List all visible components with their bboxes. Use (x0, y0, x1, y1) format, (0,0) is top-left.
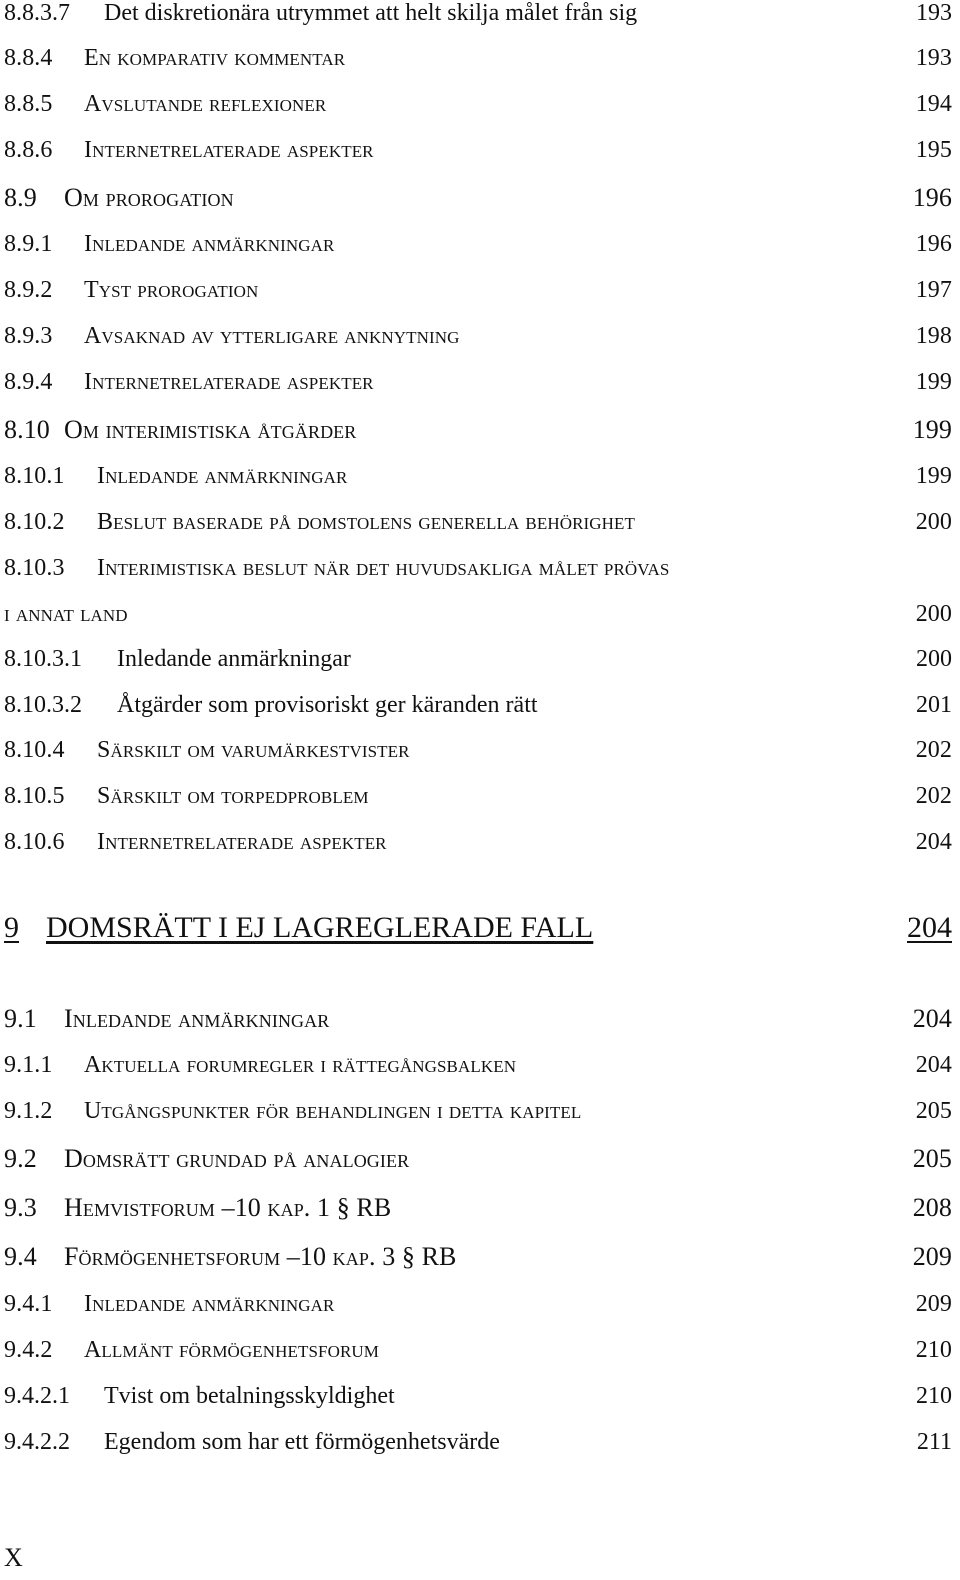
toc-entry-number: 8.10.3.2 (4, 692, 82, 718)
toc-entry-page: 210 (915, 1337, 952, 1363)
toc-entry-number: 9.4 (4, 1242, 37, 1271)
toc-entry[interactable] (4, 1291, 952, 1325)
toc-entry-page: 199 (915, 463, 952, 489)
toc-entry-number: 8.8.4 (4, 45, 53, 71)
toc-entry-page: 200 (916, 646, 952, 672)
toc-entry-page: 196 (912, 183, 952, 212)
toc-entry-page: 193 (915, 45, 952, 71)
toc-entry-number: 9.4.2.2 (4, 1429, 70, 1455)
toc-entry-title: i annat land (4, 601, 128, 627)
toc-entry-title: Tyst prorogation (84, 277, 259, 303)
toc-entry[interactable] (4, 692, 952, 726)
toc-entry-page: 202 (915, 783, 952, 809)
toc-chapter-heading[interactable] (4, 911, 952, 951)
toc-entry-number: 9.3 (4, 1193, 37, 1222)
toc-entry[interactable] (4, 646, 952, 680)
toc-entry-title: Inledande anmärkningar (84, 1291, 335, 1317)
toc-entry-title: Om prorogation (64, 183, 234, 212)
toc-entry-page: 197 (915, 277, 952, 303)
toc-entry[interactable] (4, 1193, 952, 1227)
toc-entry[interactable] (4, 1242, 952, 1276)
toc-entry-title: Åtgärder som provisoriskt ger käranden rätt (117, 692, 538, 718)
toc-entry[interactable] (4, 463, 952, 497)
toc-entry[interactable] (4, 277, 952, 311)
toc-entry-number: 8.9.4 (4, 369, 53, 395)
toc-chapter-page: 204 (907, 911, 952, 944)
toc-entry-title: Beslut baserade på domstolens generella behörighet (97, 509, 636, 535)
toc-entry-continuation[interactable] (4, 601, 952, 635)
toc-entry-number: 8.10.2 (4, 509, 65, 535)
toc-entry[interactable] (4, 1004, 952, 1038)
toc-entry-number: 8.9 (4, 183, 37, 212)
toc-chapter-title: DOMSRÄTT I EJ LAGREGLERADE FALL (46, 911, 594, 944)
toc-entry-page: 199 (915, 369, 952, 395)
toc-entry-page: 210 (916, 1383, 952, 1409)
toc-entry-number: 8.10.3 (4, 555, 65, 581)
toc-entry-page: 205 (912, 1144, 952, 1173)
toc-entry-number: 9.4.1 (4, 1291, 53, 1317)
toc-entry-title: Inledande anmärkningar (117, 646, 351, 672)
toc-entry-page: 200 (915, 509, 952, 535)
toc-entry[interactable] (4, 323, 952, 357)
toc-entry[interactable] (4, 137, 952, 171)
toc-entry-title: Avslutande reflexioner (84, 91, 327, 117)
toc-entry[interactable] (4, 555, 952, 589)
toc-entry-page: 209 (915, 1291, 952, 1317)
toc-entry-title: Hemvistforum –10 kap. 1 § RB (64, 1193, 392, 1222)
toc-entry-number: 8.8.6 (4, 137, 53, 163)
toc-entry[interactable] (4, 829, 952, 863)
toc-entry-number: 8.10.4 (4, 737, 65, 763)
toc-entry-title: Avsaknad av ytterligare anknytning (84, 323, 460, 349)
toc-entry-page: 204 (915, 829, 952, 855)
toc-entry-page: 211 (916, 1429, 952, 1455)
toc-entry-page: 204 (915, 1052, 952, 1078)
toc-entry-number: 8.10.5 (4, 783, 65, 809)
toc-entry-title: Särskilt om varumärkestvister (97, 737, 410, 763)
toc-entry[interactable] (4, 1383, 952, 1417)
toc-entry[interactable] (4, 737, 952, 771)
toc-entry-page: 208 (912, 1193, 952, 1222)
toc-entry-page: 195 (915, 137, 952, 163)
toc-entry-title: Internetrelaterade aspekter (84, 137, 374, 163)
toc-entry-number: 8.9.2 (4, 277, 53, 303)
toc-entry-title: Det diskretionära utrymmet att helt skilja målet från sig (104, 0, 638, 26)
toc-entry-title: Inledande anmärkningar (84, 231, 335, 257)
toc-entry-number: 9.1.2 (4, 1098, 53, 1124)
toc-chapter-number: 9 (4, 911, 19, 944)
toc-entry-title: Aktuella forumregler i rättegångsbalken (84, 1052, 517, 1078)
toc-entry[interactable] (4, 231, 952, 265)
toc-entry-number: 8.10 (4, 415, 50, 444)
toc-entry-number: 8.10.6 (4, 829, 65, 855)
toc-entry-title: Tvist om betalningsskyldighet (104, 1383, 395, 1409)
toc-entry-title: Internetrelaterade aspekter (84, 369, 374, 395)
toc-entry[interactable] (4, 415, 952, 449)
toc-entry-number: 8.8.5 (4, 91, 53, 117)
page-number-footer: X (4, 1543, 23, 1572)
toc-entry-page: 194 (915, 91, 952, 117)
toc-entry-title: Utgångspunkter för behandlingen i detta kapitel (84, 1098, 582, 1124)
toc-entry-page: 204 (912, 1004, 952, 1033)
toc-entry[interactable] (4, 183, 952, 217)
toc-entry-number: 8.9.1 (4, 231, 53, 257)
toc-entry-title: Särskilt om torpedproblem (97, 783, 369, 809)
toc-entry-page: 193 (916, 0, 952, 26)
toc-entry-page: 205 (915, 1098, 952, 1124)
toc-entry-number: 9.2 (4, 1144, 37, 1173)
toc-entry-number: 8.8.3.7 (4, 0, 70, 26)
toc-entry[interactable] (4, 1337, 952, 1371)
toc-entry-title: Domsrätt grundad på analogier (64, 1144, 410, 1173)
toc-entry[interactable] (4, 1098, 952, 1132)
toc-entry[interactable] (4, 1052, 952, 1086)
toc-entry-page: 202 (915, 737, 952, 763)
toc-entry-number: 9.1.1 (4, 1052, 53, 1078)
toc-entry[interactable] (4, 91, 952, 125)
toc-entry-title: Inledande anmärkningar (64, 1004, 330, 1033)
toc-entry-page: 209 (912, 1242, 952, 1271)
toc-entry[interactable] (4, 1144, 952, 1178)
toc-entry-number: 8.10.3.1 (4, 646, 82, 672)
toc-entry-page: 198 (915, 323, 952, 349)
toc-entry-title: Inledande anmärkningar (97, 463, 348, 489)
toc-entry-page: 199 (912, 415, 952, 444)
toc-entry-number: 8.9.3 (4, 323, 53, 349)
toc-entry-number: 9.4.2 (4, 1337, 53, 1363)
toc-entry[interactable] (4, 1429, 952, 1463)
toc-entry[interactable] (4, 783, 952, 817)
toc-entry-title: Förmögenhetsforum –10 kap. 3 § RB (64, 1242, 457, 1271)
toc-entry-title: Interimistiska beslut när det huvudsakliga målet prövas (97, 555, 670, 581)
toc-entry-title: Om interimistiska åtgärder (64, 415, 357, 444)
toc-entry[interactable] (4, 45, 952, 79)
toc-entry-number: 8.10.1 (4, 463, 65, 489)
toc-entry[interactable] (4, 369, 952, 403)
toc-entry-title: En komparativ kommentar (84, 45, 346, 71)
toc-entry-page: 196 (915, 231, 952, 257)
toc-entry-number: 9.1 (4, 1004, 37, 1033)
toc-entry-title: Allmänt förmögenhetsforum (84, 1337, 380, 1363)
toc-entry[interactable] (4, 509, 952, 543)
toc-entry[interactable] (4, 0, 952, 34)
toc-entry-title: Internetrelaterade aspekter (97, 829, 387, 855)
toc-entry-title: Egendom som har ett förmögenhetsvärde (104, 1429, 500, 1455)
toc-entry-page: 201 (916, 692, 952, 718)
toc-entry-page: 200 (915, 601, 952, 627)
toc-entry-number: 9.4.2.1 (4, 1383, 70, 1409)
